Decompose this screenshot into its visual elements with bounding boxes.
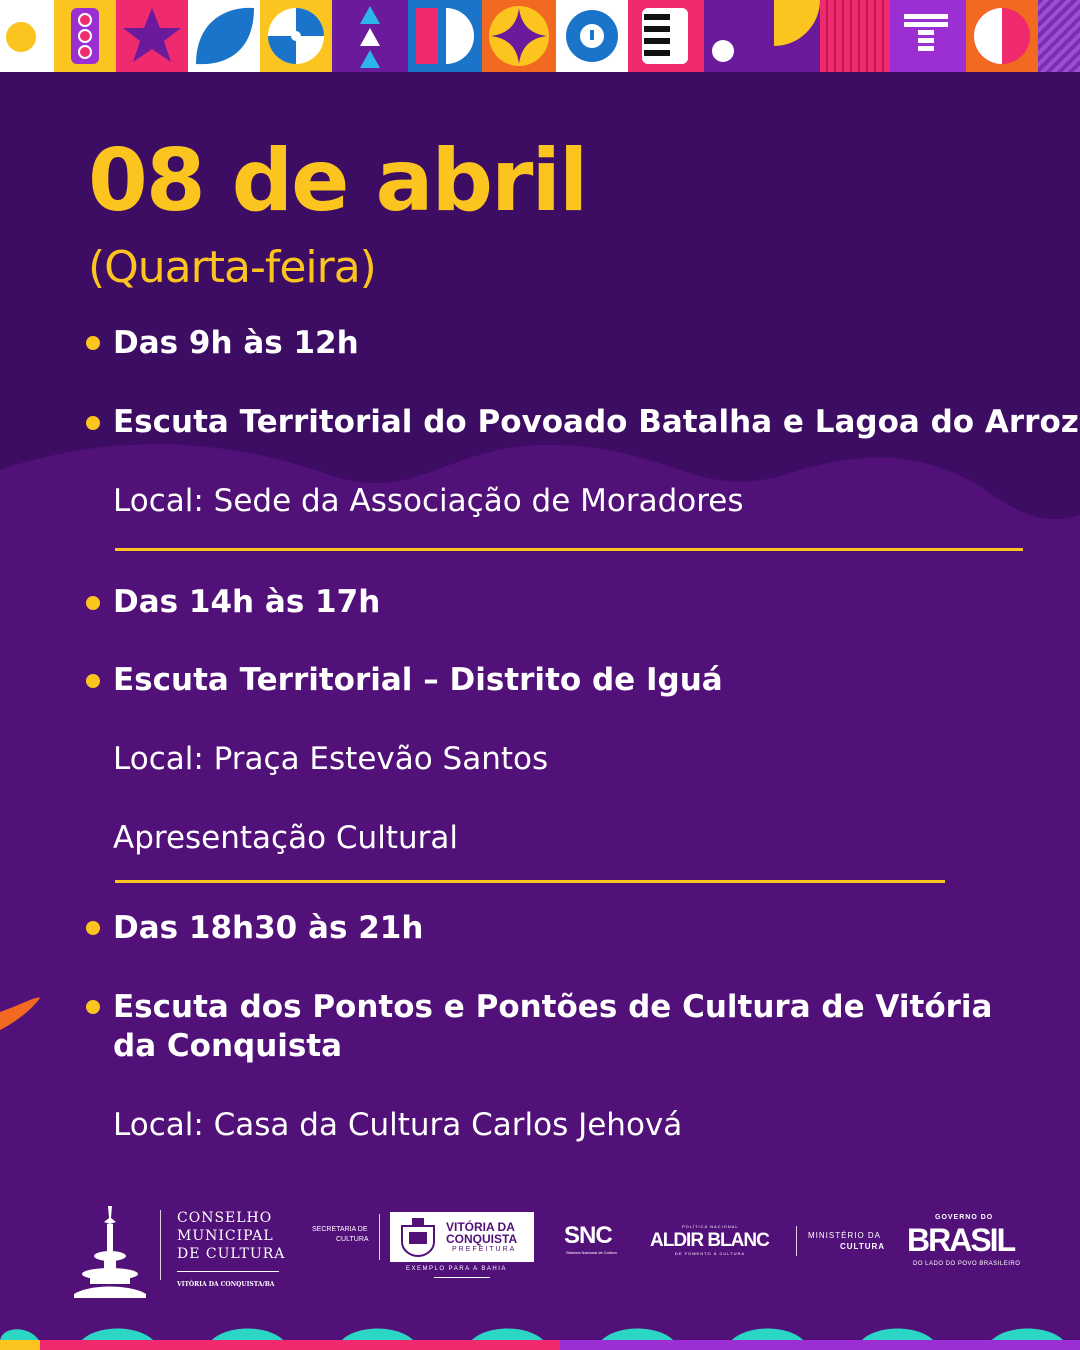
disc-icon <box>260 0 332 72</box>
event-time: Das 14h às 17h <box>113 584 381 620</box>
bottom-wave-decoration <box>0 1318 1080 1342</box>
event-title: Escuta Territorial do Povoado Batalha e Lagoa do Arroz <box>113 404 1079 440</box>
triangle-icon <box>332 0 408 72</box>
bullet-icon <box>86 336 100 350</box>
stacked-bars-icon <box>890 0 966 72</box>
bullet-icon <box>86 1000 100 1014</box>
top-pattern-band <box>0 0 1080 72</box>
half-circle-icon <box>408 0 482 72</box>
bottom-color-stripe <box>0 1340 1080 1350</box>
monument-logo-icon <box>70 1202 150 1298</box>
event-location: Local: Sede da Associação de Moradores <box>113 483 744 519</box>
ministerio-line-1: MINISTÉRIO DA <box>808 1231 882 1240</box>
aldir-name: ALDIR BLANC <box>650 1230 769 1251</box>
dot-icon <box>704 0 774 72</box>
star-icon <box>116 0 188 72</box>
footer-separator <box>160 1210 161 1280</box>
event-time: Das 9h às 12h <box>113 325 359 361</box>
sparkle-icon <box>482 0 556 72</box>
target-icon <box>556 0 628 72</box>
event-title-line-1: Escuta dos Pontos e Pontões de Cultura de Vitória <box>113 989 993 1025</box>
footer-separator <box>796 1226 797 1256</box>
piano-icon <box>628 0 704 72</box>
event-note: Apresentação Cultural <box>113 820 458 856</box>
traffic-light-icon <box>54 0 116 72</box>
secretaria-line-2: CULTURA <box>336 1236 369 1243</box>
ministerio-line-2: CULTURA <box>840 1242 886 1251</box>
footer-separator <box>379 1214 380 1260</box>
bullet-icon <box>86 596 100 610</box>
governo-name: BRASIL <box>907 1222 1015 1258</box>
slogan-rule <box>434 1277 490 1278</box>
secretaria-line-1: SECRETARIA DE <box>312 1226 368 1233</box>
conselho-line-3: DE CULTURA <box>177 1246 286 1262</box>
divider <box>115 880 945 883</box>
pattern-tile <box>0 0 54 72</box>
event-time: Das 18h30 às 21h <box>113 910 424 946</box>
half-moon-icon <box>966 0 1038 72</box>
prefeitura-name-3: PREFEITURA <box>452 1246 517 1253</box>
stripes-icon <box>820 0 890 72</box>
prefeitura-slogan: EXEMPLO PARA A BAHIA <box>406 1266 507 1272</box>
conselho-city: VITÓRIA DA CONQUISTA/BA <box>177 1281 275 1288</box>
quarter-circle-icon <box>774 0 820 72</box>
aldir-top: POLÍTICA NACIONAL <box>682 1224 739 1229</box>
conselho-line-1: CONSELHO <box>177 1210 273 1226</box>
wave-pattern-icon <box>1038 0 1080 72</box>
governo-top: GOVERNO DO <box>935 1214 994 1221</box>
conselho-rule <box>177 1271 279 1272</box>
prefeitura-name-2: CONQUISTA <box>446 1232 518 1246</box>
event-title: Escuta Territorial – Distrito de Iguá <box>113 662 723 698</box>
divider <box>115 548 1023 551</box>
prefeitura-name-1: VITÓRIA DA <box>446 1220 515 1234</box>
bullet-icon <box>86 921 100 935</box>
event-title-line-2: da Conquista <box>113 1028 343 1064</box>
aldir-bottom: DE FOMENTO À CULTURA <box>675 1251 746 1256</box>
bullet-icon <box>86 416 100 430</box>
leaf-icon <box>188 0 260 72</box>
event-location: Local: Praça Estevão Santos <box>113 741 549 777</box>
bullet-icon <box>86 674 100 688</box>
snc-logo: SNC <box>564 1222 612 1249</box>
governo-bottom: DO LADO DO POVO BRASILEIRO <box>913 1261 1021 1267</box>
conselho-line-2: MUNICIPAL <box>177 1228 274 1244</box>
event-location: Local: Casa da Cultura Carlos Jehová <box>113 1107 683 1143</box>
city-crest-icon <box>398 1216 438 1258</box>
snc-caption: Sistema Nacional de Cultura <box>566 1250 617 1255</box>
date-heading: 08 de abril <box>88 131 587 231</box>
weekday-subheading: (Quarta-feira) <box>88 242 376 293</box>
prefeitura-logo <box>390 1212 534 1262</box>
